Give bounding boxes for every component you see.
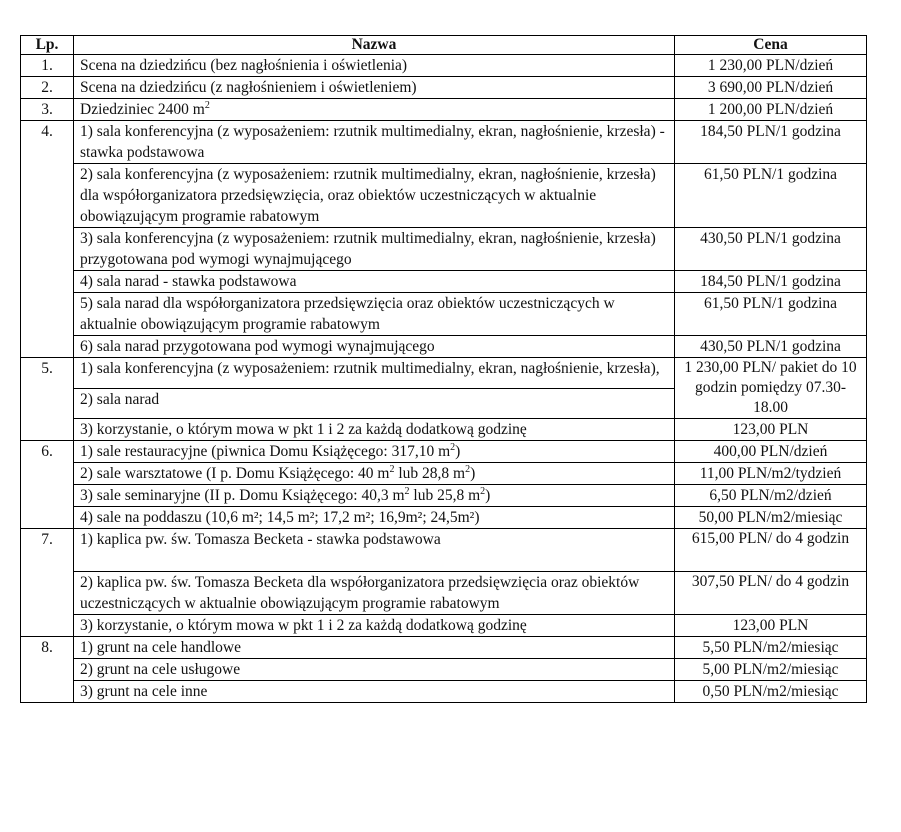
row-name-text: 2) sale warsztatowe (I p. Domu Książęcego: 40 m [80,465,390,482]
row-name: 2) sala narad [74,388,675,419]
row-price: 5,50 PLN/m2/miesiąc [675,637,867,659]
superscript: 2 [404,485,410,497]
table-row [21,77,867,99]
row-name: 1) sala konferencyjna (z wyposażeniem: rzutnik multimedialny, ekran, nagłośnienie, krzesła) - stawka podstawowa [74,121,675,164]
table-row [21,441,867,463]
row-name [74,463,675,485]
row-name-text: Dziedziniec 2400 m [80,101,205,118]
table-row [21,529,867,572]
row-name: 3) korzystanie, o którym mowa w pkt 1 i 2 za każdą dodatkową godzinę [74,419,675,441]
row-price: 184,50 PLN/1 godzina [675,271,867,293]
superscript: 2 [465,463,471,475]
row-name-text: ) [485,487,491,504]
row-price: 0,50 PLN/m2/miesiąc [675,681,867,703]
row-number: 2. [21,77,74,99]
row-price: 61,50 PLN/1 godzina [675,293,867,336]
row-name-text: ) [455,443,461,460]
column-header-lp: Lp. [21,36,74,55]
table-row [21,99,867,121]
row-price: 1 230,00 PLN/dzień [675,55,867,77]
table-row [21,485,867,507]
row-number: 1. [21,55,74,77]
table-row [21,271,867,293]
row-price: 1 230,00 PLN/ pakiet do 10 godzin pomiędzy 07.30-18.00 [675,358,867,419]
row-price: 1 200,00 PLN/dzień [675,99,867,121]
row-price: 61,50 PLN/1 godzina [675,164,867,228]
row-name: 1) kaplica pw. św. Tomasza Becketa - stawka podstawowa [74,529,675,572]
row-price: 400,00 PLN/dzień [675,441,867,463]
row-price: 123,00 PLN [675,419,867,441]
row-name: 4) sale na poddaszu (10,6 m²; 14,5 m²; 17,2 m²; 16,9m²; 24,5m²) [74,507,675,529]
table-row [21,228,867,271]
row-name-text: 1) sale restauracyjne (piwnica Domu Książęcego: 317,10 m [80,443,451,460]
row-name-text: lub 28,8 m [394,465,466,482]
row-price: 184,50 PLN/1 godzina [675,121,867,164]
row-price: 50,00 PLN/m2/miesiąc [675,507,867,529]
row-number: 4. [21,121,74,358]
row-price: 430,50 PLN/1 godzina [675,336,867,358]
row-price: 3 690,00 PLN/dzień [675,77,867,99]
table-row [21,55,867,77]
row-number: 6. [21,441,74,529]
row-name: 1) sala konferencyjna (z wyposażeniem: rzutnik multimedialny, ekran, nagłośnienie, krzesła), [74,358,675,389]
row-name: 2) sala konferencyjna (z wyposażeniem: rzutnik multimedialny, ekran, nagłośnienie, krzesła) dla współorganizatora przedsięwzięcia, oraz obiektów uczestniczących w aktualnie obowiązującym programie rabatowym [74,164,675,228]
table-row [21,463,867,485]
table-row [21,572,867,615]
row-name [74,485,675,507]
table-row [21,637,867,659]
row-name-text: lub 25,8 m [409,487,481,504]
row-name-text: 3) sale seminaryjne (II p. Domu Książęcego: 40,3 m [80,487,405,504]
row-price: 307,50 PLN/ do 4 godzin [675,572,867,615]
row-price: 11,00 PLN/m2/tydzień [675,463,867,485]
table-row [21,164,867,228]
table-row [21,681,867,703]
row-name: 3) korzystanie, o którym mowa w pkt 1 i 2 za każdą dodatkową godzinę [74,615,675,637]
table-row [21,358,867,389]
row-name: 3) grunt na cele inne [74,681,675,703]
row-name: 3) sala konferencyjna (z wyposażeniem: rzutnik multimedialny, ekran, nagłośnienie, krzesła) przygotowana pod wymogi wynajmującego [74,228,675,271]
column-header-nazwa: Nazwa [74,36,675,55]
row-name: 4) sala narad - stawka podstawowa [74,271,675,293]
row-name: 5) sala narad dla współorganizatora przedsięwzięcia oraz obiektów uczestniczących w aktualnie obowiązującym programie rabatowym [74,293,675,336]
row-name: 1) grunt na cele handlowe [74,637,675,659]
table-header-row [21,36,867,55]
row-name [74,99,675,121]
row-name: Scena na dziedzińcu (bez nagłośnienia i oświetlenia) [74,55,675,77]
row-name: Scena na dziedzińcu (z nagłośnieniem i oświetleniem) [74,77,675,99]
table-row [21,659,867,681]
row-number: 8. [21,637,74,703]
row-price: 615,00 PLN/ do 4 godzin [675,529,867,572]
row-number: 3. [21,99,74,121]
row-price: 5,00 PLN/m2/miesiąc [675,659,867,681]
row-number: 5. [21,358,74,441]
table-row [21,419,867,441]
row-name [74,441,675,463]
table-row [21,507,867,529]
superscript: 2 [204,99,210,111]
table-row [21,121,867,164]
table-row [21,293,867,336]
row-price: 6,50 PLN/m2/dzień [675,485,867,507]
row-price: 123,00 PLN [675,615,867,637]
row-number: 7. [21,529,74,637]
table-row [21,336,867,358]
row-name: 2) grunt na cele usługowe [74,659,675,681]
column-header-cena: Cena [675,36,867,55]
superscript: 2 [480,485,486,497]
row-price: 430,50 PLN/1 godzina [675,228,867,271]
superscript: 2 [389,463,395,475]
row-name: 2) kaplica pw. św. Tomasza Becketa dla współorganizatora przedsięwzięcia oraz obiektów uczestniczących w aktualnie obowiązującym programie rabatowym [74,572,675,615]
row-name-text: ) [470,465,476,482]
row-name: 6) sala narad przygotowana pod wymogi wynajmującego [74,336,675,358]
price-table [20,35,867,703]
superscript: 2 [450,441,456,453]
table-row [21,615,867,637]
